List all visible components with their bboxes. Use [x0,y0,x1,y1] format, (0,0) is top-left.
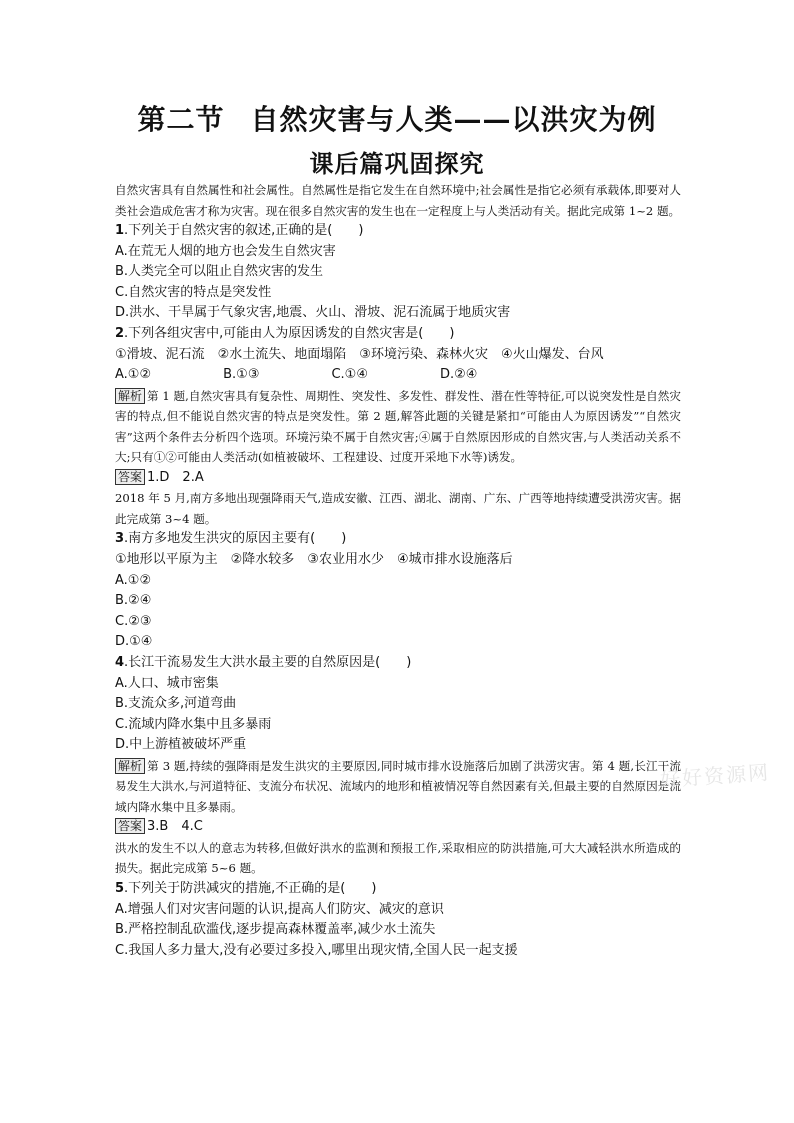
question-text: .长江干流易发生大洪水最主要的自然原因是( ) [124,654,412,670]
option-d: D.洪水、干旱属于气象灾害,地震、火山、滑坡、泥石流属于地质灾害 [115,305,511,321]
question-text: .南方多地发生洪灾的原因主要有( ) [124,531,347,547]
answer-line [115,468,681,489]
option-b: B.人类完全可以阻止自然灾害的发生 [115,264,324,280]
question-stem [115,324,681,345]
option-a: A.人口、城市密集 [115,675,219,691]
option-c: C.我国人多力量大,没有必要过多投入,哪里出现灾情,全国人民一起支援 [115,942,518,958]
analysis-text: 第 1 题,自然灾害具有复杂性、周期性、突发性、多发性、群发性、潜在性等特征,可以说突发性是自然灾害的特点,但不能说自然灾害的特点是突发性。第 2 题,解答此题的关键是紧扣“可能由人为原因诱发”“自然灾害”这两个条件去分析四个选项。环境污染不属于自然灾害;④属于自然原因形成的自然灾害,与人类活动关系不大;只有①②可能由人类活动(如植被破坏、工程建设、过度开采地下水等)诱发。 [115,388,681,465]
option-b: B.①③ [223,367,260,383]
option-a: A.①② [115,572,152,588]
option-c: C.流域内降水集中且多暴雨 [115,716,272,732]
analysis-label: 解析 [115,388,145,404]
analysis-paragraph [115,756,681,818]
intro-paragraph: 自然灾害具有自然属性和社会属性。自然属性是指它发生在自然环境中;社会属性是指它必须有承载体,即要对人类社会造成危害才称为灾害。现在很多自然灾害的发生也在一定程度上与人类活动有关。据此完成第 1~2 题。 [115,183,681,218]
option-a: A.①② [115,367,152,383]
question-number: 3 [115,531,125,547]
option-d: D.②④ [440,367,478,383]
question-items: ①滑坡、泥石流 ②水土流失、地面塌陷 ③环境污染、森林火灾 ④火山爆发、台风 [115,346,604,362]
question-stem [115,879,681,900]
question-stem [115,653,681,674]
question-number: 2 [115,325,125,341]
analysis-paragraph [115,386,681,468]
answer-line [115,817,681,838]
analysis-text: 第 3 题,持续的强降雨是发生洪灾的主要原因,同时城市排水设施落后加剧了洪涝灾害。第 4 题,长江干流易发生大洪水,与河道特征、支流分布状况、流域内的地形和植被情况等自然因素有关,但最主要的自然原因是流域内降水集中且多暴雨。 [115,758,681,814]
page-subtitle: 课后篇巩固探究 [309,149,485,178]
option-d: D.①④ [115,634,153,650]
question-items: ①地形以平原为主 ②降水较多 ③农业用水少 ④城市排水设施落后 [115,551,513,567]
question-number: 1 [115,223,125,238]
option-d: D.中上游植被破坏严重 [115,737,247,753]
exercise-content [115,180,681,961]
question-stem [115,221,681,242]
question-text: .下列关于防洪减灾的措施,不正确的是( ) [124,880,377,896]
question-text: .下列关于自然灾害的叙述,正确的是( ) [124,223,364,238]
answer-label: 答案 [115,818,145,834]
option-a: A.增强人们对灾害问题的认识,提高人们防灾、减灾的意识 [115,901,444,917]
option-c: C.②③ [115,613,152,629]
option-b: B.②④ [115,593,152,609]
option-c: C.①④ [331,367,368,383]
watermark: 好好资源网 [659,760,771,792]
option-b: B.严格控制乱砍滥伐,逐步提高森林覆盖率,减少水土流失 [115,922,436,938]
option-a: A.在荒无人烟的地方也会发生自然灾害 [115,243,336,259]
answer-text: 3.B 4.C [147,819,203,835]
question-number: 5 [115,880,125,896]
question-stem [115,529,681,550]
analysis-label: 解析 [115,758,145,774]
option-b: B.支流众多,河道弯曲 [115,696,237,712]
section-number: 第二节 [137,103,225,136]
option-row [115,365,681,386]
intro-paragraph: 洪水的发生不以人的意志为转移,但做好洪水的监测和预报工作,采取相应的防洪措施,可大大减轻洪水所造成的损失。据此完成第 5~6 题。 [115,840,681,876]
intro-paragraph: 2018 年 5 月,南方多地出现强降雨天气,造成安徽、江西、湖北、湖南、广东、广西等地持续遭受洪涝灾害。据此完成第 3~4 题。 [115,491,681,526]
option-c: C.自然灾害的特点是突发性 [115,284,272,300]
answer-label: 答案 [115,469,145,485]
question-number: 4 [115,654,125,670]
section-title: 自然灾害与人类——以洪灾为例 [250,103,657,136]
question-text: .下列各组灾害中,可能由人为原因诱发的自然灾害是( ) [124,325,455,341]
page-title [0,98,794,138]
answer-text: 1.D 2.A [147,469,204,485]
